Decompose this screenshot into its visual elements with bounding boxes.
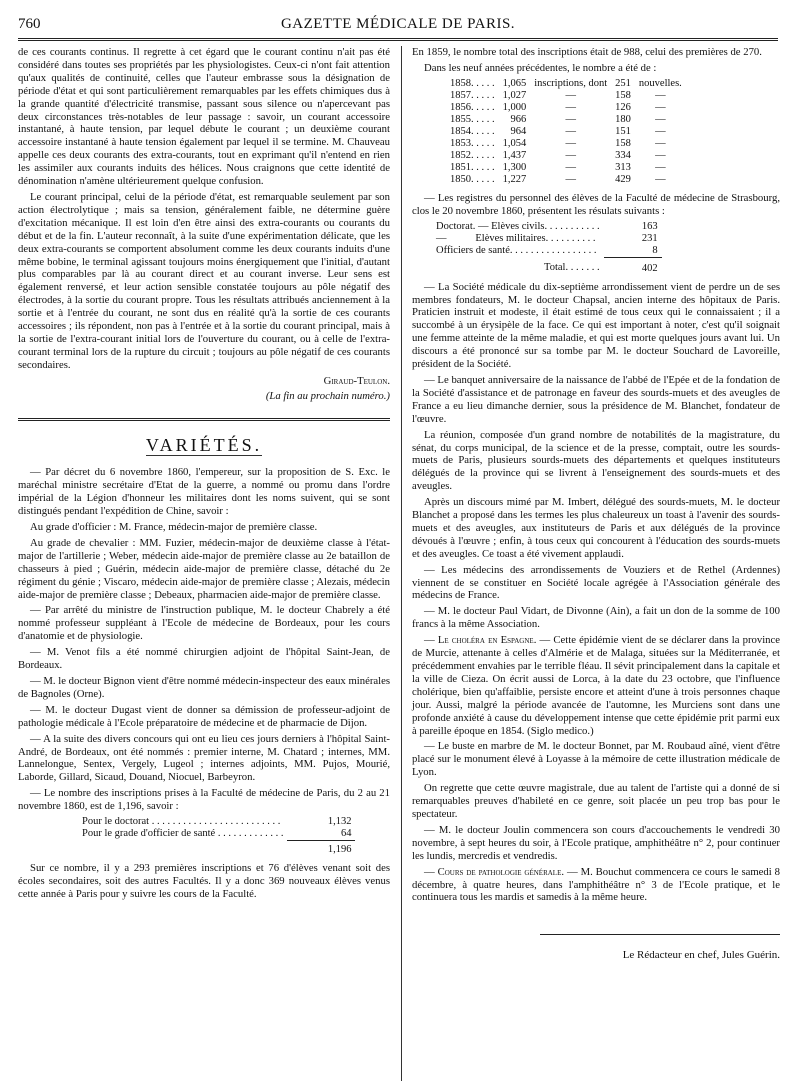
table-cell: 1854. . . . . <box>450 125 495 137</box>
table-cell: — Elèves militaires. . . . . . . . . . <box>436 232 596 244</box>
table-cell: 1,227 <box>502 173 527 185</box>
table-row <box>78 828 355 841</box>
news-item: — M. le docteur Bignon vient d'être nommé médecin-inspecteur des eaux minérales de Bagnoles (Orne). <box>18 674 390 700</box>
journal-title: GAZETTE MÉDICALE DE PARIS. <box>280 16 516 32</box>
table-cell: 1856. . . . . <box>450 101 495 113</box>
table-cell: — <box>655 161 666 173</box>
news-item: Au grade de chevalier : MM. Fuzier, médecin-major de deuxième classe à l'état-major de l'artillerie ; Weber, médecin aide-major de première classe au 2e bataillon de chasseurs à pied ; Guérin, médecin aide-major de première classe, détaché du 2e régiment du génie ; Viscaro, médecin aide-major de première classe ; Alezais, médecin aide-major de première classe ; Debeaux, pharmacien aide-major de première classe. <box>18 536 390 601</box>
table-cell: 158 <box>615 89 631 101</box>
author-signature: Giraud-Teulon. <box>323 374 390 387</box>
table-row <box>446 90 686 102</box>
table-cell: 1850. . . . . <box>450 173 495 185</box>
table-cell: — <box>565 89 576 101</box>
table-cell: — <box>655 101 666 113</box>
table-cell: — <box>655 173 666 185</box>
table-cell: 151 <box>615 125 631 137</box>
news-item: Après un discours mimé par M. Imbert, délégué des sourds-muets, M. le docteur Blanchet a proposé dans les termes les plus chaleureux un toast à l'avenir des sourds-muets et des aveugles, aux instituteurs de Paris et aux délégués de la province dévoués à l'œuvre ; enfin, à tous ceux qui concourent à l'éducation des sourds-muets et des aveugles. Ce toast a été vivement applaudi. <box>412 496 780 560</box>
editor-signature: Le Rédacteur en chef, Jules Guérin. <box>622 949 780 962</box>
column-divider <box>401 46 402 1081</box>
table-cell: 429 <box>615 173 631 185</box>
table-cell: Officiers de santé. . . . . . . . . . . . . . . . . <box>436 244 597 256</box>
section-title <box>18 435 390 456</box>
table-cell: Doctorat. — Elèves civils. . . . . . . . . . . <box>436 220 600 232</box>
table-cell: — <box>565 101 576 113</box>
table-row <box>446 102 686 114</box>
table-row <box>432 245 662 258</box>
table-cell: 158 <box>615 137 631 149</box>
years-table <box>446 78 686 186</box>
news-item: Dans les neuf années précédentes, le nombre a été de : <box>424 61 657 74</box>
table-cell: 1,437 <box>502 149 527 161</box>
continuation-note: (La fin au prochain numéro.) <box>265 389 390 402</box>
strasbourg-table <box>432 221 662 275</box>
table-row <box>78 841 355 857</box>
table-cell: 251 <box>615 77 631 89</box>
news-item: En 1859, le nombre total des inscriptions était de 988, celui des premières de 270. <box>412 46 762 58</box>
article-paragraph: de ces courants continus. Il regrette à cet égard que le courant continu n'ait pas été considéré dans toutes ses propriétés par les physiologistes. Ceux-ci n'ont fait attention qu'aux qualités de continuité, celles que l'auteur embrasse sous la désignation de période d'état et qui sont particulièrement remarquables par les effets chimiques dus à la grande quantité d'électricité transmise, passant sous silence ou n'apercevant pas deux circonstances très-notables de leur passage : savoir, un courant accessoire instantané, à haute tension, par lequel débute le courant ; un deuxième courant accessoire instantané à haute tension également par lequel il se termine. M. Chauveau appelle ces deux courants des extra-courants, tout en exprimant qu'il n'entend en rien les assimiler aux courants induits des hélices. Nous craignons que cette identité de dénomination n'amène ultérieurement quelque confusion. <box>18 46 390 188</box>
closing-rule <box>540 934 780 935</box>
news-item: La réunion, composée d'un grand nombre de notabilités de la magistrature, du sénat, du corps municipal, de la science et de la presse, comptait, outre les sourds-muets de Paris, plusieurs sourds-muets des départements et quelques instituteurs délégués de la province qui se livrent à l'enseignement des sourds-muets et des aveugles. <box>412 428 780 493</box>
page-number: 760 <box>18 16 41 32</box>
table-cell: — <box>565 149 576 161</box>
news-heading: — Cours de pathologie générale. <box>424 865 565 878</box>
news-item: — M. le docteur Dugast vient de donner sa démission de professeur-adjoint de pathologie médicale à l'Ecole préparatoire de médecine et de pharmacie de Dijon. <box>18 703 390 729</box>
news-item: — Le banquet anniversaire de la naissance de l'abbé de l'Epée et de la fondation de la Société d'assistance et de patronage en faveur des sourds-muets et des aveugles de France a eu lieu dimanche dernier, sous la présidence de M. Blanchet, fondateur de l'œuvre. <box>412 373 780 425</box>
news-item: — M. le docteur Joulin commencera son cours d'accouchements le vendredi 30 novembre, à sept heures du soir, à l'Ecole pratique, amphithéâtre n° 2, pour continuer les lundis, mercredis et vendredis. <box>412 823 780 862</box>
table-cell: — <box>565 113 576 125</box>
news-item: — Par arrêté du ministre de l'instruction publique, M. le docteur Chabrely a été nommé professeur suppléant à l'Ecole de médecine de Bordeaux, pour les cours d'anatomie et de physiologie. <box>18 604 390 643</box>
news-item: Sur ce nombre, il y a 293 premières inscriptions et 76 d'élèves venant soit des écoles secondaires, soit des autres Facultés. Il y a donc 369 nouveaux élèves venus cette année à Paris pour y suivre les cours de la Faculté. <box>18 862 390 900</box>
table-cell: 1,054 <box>502 137 527 149</box>
table-cell: — <box>565 173 576 185</box>
news-item: Au grade d'officier : M. France, médecin-major de première classe. <box>30 521 318 533</box>
table-cell: — <box>565 125 576 137</box>
table-cell: Pour le doctorat . . . . . . . . . . . . . . . . . . . . . . . . . <box>82 816 281 828</box>
page-header <box>18 10 778 38</box>
news-item: — M. Venot fils a été nommé chirurgien adjoint de l'hôpital Saint-Jean, de Bordeaux. <box>18 646 390 672</box>
news-item: — La Société médicale du dix-septième arrondissement vient de perdre un de ses membres fondateurs, M. le docteur Chapsal, ancien interne des hôpitaux de Paris. Praticien instruit et modeste, il était estimé de tous ceux qui le connaissaient ; il a succombé à un érysipèle de la face. Ce qui est important à noter, c'est qu'il soignait une femme atteinte de la même maladie, et qui est morte quelques jours avant lui. Un discours a été prononcé sur sa tombe par M. le docteur Souchard de Lavoreille, président de la Société. <box>412 280 780 371</box>
table-row <box>432 221 662 233</box>
right-column <box>412 46 780 962</box>
section-separator <box>18 418 390 421</box>
table-cell: — <box>655 113 666 125</box>
news-item: — Le buste en marbre de M. le docteur Bonnet, par M. Roubaud aîné, vient d'être placé sur le monument élevé à Loyasse à la mémoire de cette illustration médicale de Lyon. <box>412 740 780 779</box>
news-item: — Les médecins des arrondissements de Vouziers et de Rethel (Ardennes) viennent de se constituer en Société locale agrégée à l'Association générale des médecins de France. <box>412 563 780 602</box>
table-cell: inscriptions, dont <box>534 77 608 89</box>
news-item <box>412 634 780 737</box>
table-row <box>446 162 686 174</box>
table-cell: 1,000 <box>502 101 527 113</box>
table-cell: — <box>565 161 576 173</box>
table-row <box>432 233 662 245</box>
table-row <box>446 138 686 150</box>
news-heading: — Le choléra en Espagne. <box>424 634 537 647</box>
table-cell: 1851. . . . . <box>450 161 495 173</box>
table-cell: 64 <box>340 828 352 840</box>
news-item: — M. le docteur Paul Vidart, de Divonne (Ain), a fait un don de la somme de 100 francs à la même Association. <box>412 605 780 631</box>
table-cell: 1,132 <box>327 816 352 828</box>
table-cell: 1853. . . . . <box>450 137 495 149</box>
article-paragraph: Le courant principal, celui de la période d'état, est remarquable seulement par son action électrolytique ; mais sa tension, généralement faible, ne détermine guère d'excitation mécanique. Il est loin d'en être ainsi des extra-courants ou courants du début et de la fin. L'auteur reconnaît, à la suite d'une expérimentation délicate, que les deux extra-courants se comportent absolument comme les deux courants induits d'une même bobine, le terminal agissant toujours moins énergiquement que l'initial, d'autant plus comparables par là au courant direct et au courant inverse. Leur sens est également renversé, et leur action sensible constatée toujours au pôle négatif des électrodes, à la sortie du courant propre. Tous les résultats attribués anciennement à la sortie et à l'entrée du courant, ne sont dus en réalité qu'à la sortie de ces courants accessoires ; ils répondent, non pas à l'entrée et à la sortie du courant principal, mais à la sortie de l'extra-courant initial lors de l'ouverture du courant, ou à celle de l'extra-courant terminal lors de la rupture du circuit ; toujours au pôle négatif de ces courants secondaires. <box>18 190 390 371</box>
table-cell: 1,300 <box>502 161 527 173</box>
table-cell: 8 <box>652 244 658 256</box>
table-cell: 1,065 <box>502 77 527 89</box>
table-cell: 313 <box>615 161 631 173</box>
header-rule <box>18 38 778 41</box>
table-cell: 231 <box>641 232 658 244</box>
table-total: 402 <box>604 257 662 275</box>
table-cell: Pour le grade d'officier de santé . . . . . . . . . . . . . <box>82 828 284 840</box>
section-title-text: VARIÉTÉS. <box>145 435 263 456</box>
news-body: — Cette épidémie vient de se déclarer dans la province de Murcie, attenante à celles d'Almérie et de Malaga, situées sur la Méditerranée, et précédemment envahies par le terrible fléau. Il sévit principalement dans la capitale et la ville de Cieza. On écrit aussi de Lorca, à la date du 23 octobre, que l'influence cholérique, bien qu'affaiblie, persiste encore et atteint d'une à trois personnes chaque jour. Aussi, malgré la période avancée de l'automne, les Murciens sont dans une profonde anxiété à cause du développement intense que cette épidémie prit parmi eux à pareille époque en 1854. (Siglo medico.) <box>412 634 780 737</box>
news-item: On regrette que cette œuvre magistrale, due au talent de l'artiste qui a donné de si remarquables preuves d'habileté en ce genre, soit placée un peu trop bas pour le spectateur. <box>412 782 780 820</box>
table-row <box>446 150 686 162</box>
table-cell: — <box>655 125 666 137</box>
table-total-label: Total. . . . . . . <box>544 262 600 274</box>
news-body: — M. Bouchut commencera ce cours le samedi 8 décembre, à quatre heures, dans l'amphithéâtre n° 3 de l'Ecole pratique, et le continuera tous les mardis et samedis à la même heure. <box>412 865 781 904</box>
table-cell: nouvelles. <box>638 77 682 89</box>
table-row <box>432 257 662 275</box>
table-total: 1,196 <box>287 841 355 857</box>
table-cell: 966 <box>510 113 527 125</box>
table-cell: 334 <box>615 149 631 161</box>
table-row <box>446 126 686 138</box>
table-row <box>78 816 355 828</box>
table-cell: — <box>565 137 576 149</box>
table-cell: 1852. . . . . <box>450 149 495 161</box>
news-item <box>412 866 780 905</box>
table-cell: 1858. . . . . <box>450 77 495 89</box>
table-cell: — <box>655 89 666 101</box>
table-cell: 1,027 <box>502 89 527 101</box>
table-cell: 126 <box>615 101 631 113</box>
table-cell: — <box>655 137 666 149</box>
table-row <box>446 174 686 186</box>
inscriptions-table <box>78 816 355 856</box>
table-cell: 1855. . . . . <box>450 113 495 125</box>
table-cell: 1857. . . . . <box>450 89 495 101</box>
table-row <box>446 114 686 126</box>
table-row <box>446 78 686 90</box>
table-cell: 163 <box>641 220 658 232</box>
table-cell: 180 <box>615 113 631 125</box>
table-cell: — <box>655 149 666 161</box>
news-item: — Le nombre des inscriptions prises à la Faculté de médecine de Paris, du 2 au 21 novembre 1860, est de 1,196, savoir : <box>18 787 390 813</box>
news-item: — Les registres du personnel des élèves de la Faculté de médecine de Strasbourg, clos le 20 novembre 1860, présentent les résulats suivants : <box>412 191 780 217</box>
news-item: — Par décret du 6 novembre 1860, l'empereur, sur la proposition de S. Exc. le maréchal ministre secrétaire d'Etat de la guerre, a nommé ou promu dans l'ordre impérial de la Légion d'honneur les militaires dont les noms suivent, qui se sont distingués pendant l'expédition de Chine, savoir : <box>18 466 390 518</box>
news-item: — A la suite des divers concours qui ont eu lieu ces jours derniers à l'hôpital Saint-André, de Bordeaux, ont été nommés : premier interne, M. Chatard ; internes, MM. Lannelongue, Sentex, Vergely, Lugeol ; internes adjoints, MM. Pujos, Mourié, Laborde, Gillard, Sicaud, Douand, Niocuel, Barbeyron. <box>18 732 390 784</box>
left-column <box>18 46 390 904</box>
table-cell: 964 <box>510 125 527 137</box>
